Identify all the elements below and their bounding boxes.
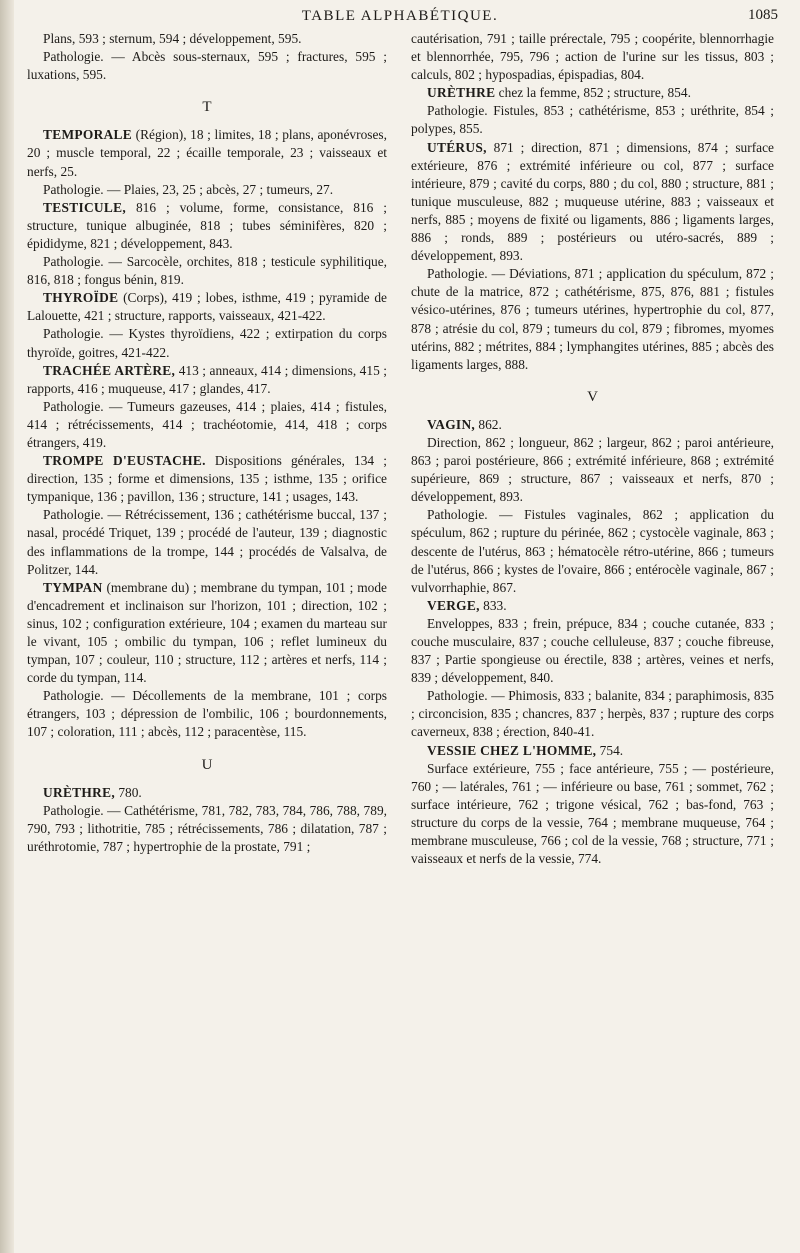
- index-subentry: Pathologie. Fistules, 853 ; cathétérisme, 853 ; uréthrite, 854 ; polypes, 855.: [411, 103, 774, 137]
- index-entry: [411, 742, 774, 760]
- entry-text: 780.: [114, 784, 142, 800]
- index-entry: [27, 784, 387, 802]
- entry-headword: TYMPAN: [43, 579, 103, 595]
- entry-headword: TROMPE D'EUSTACHE.: [43, 453, 206, 469]
- entry-headword: VERGE,: [427, 597, 480, 613]
- entry-headword: TRACHÉE ARTÈRE,: [43, 362, 176, 378]
- index-subentry: Pathologie. — Cathétérisme, 781, 782, 783, 784, 786, 788, 789, 790, 793 ; lithotritie, 785 ; rétrécissements, 786 ; dilatation, 787 ; uréthrotomie, 787 ; hypertrophie de la prostate, 791 ;: [27, 802, 387, 854]
- index-subentry: Enveloppes, 833 ; frein, prépuce, 834 ; couche cutanée, 833 ; couche musculaire, 837 ; couche celluleuse, 837 ; couche fibreuse, 837 ; Partie spongieuse ou érectile, 838 ; artères, veines et nerfs, 839 ; développement, 840.: [411, 615, 774, 686]
- entry-text: 816 ; volume, forme, consistance, 816 ; structure, tunique albuginée, 818 ; tubes séminifères, 820 ; épididyme, 821 ; développement, 843.: [27, 199, 387, 251]
- index-subentry: Pathologie. — Tumeurs gazeuses, 414 ; plaies, 414 ; fistules, 414 ; rétrécissements, 414 ; trachéotomie, 414, 418 ; corps étrangers, 419.: [27, 398, 387, 450]
- entry-text: 862.: [475, 416, 502, 432]
- page-binding-edge: [0, 0, 14, 1253]
- entry-headword: TESTICULE,: [43, 199, 127, 215]
- index-subentry: cautérisation, 791 ; taille prérectale, 795 ; coopérite, blennorrhagie et blennorrhée, 795, 796 ; action de l'urine sur les tissus, 803 ; calculs, 802 ; hypospadias, épispadias, 804.: [411, 31, 774, 83]
- entry-headword: VESSIE CHEZ L'HOMME,: [427, 742, 597, 758]
- entry-text: (Région), 18 ; limites, 18 ; plans, aponévroses, 20 ; muscle temporal, 22 ; écaille temporale, 23 ; vaisseaux et nerfs, 25.: [27, 127, 387, 179]
- entry-text: 754.: [596, 742, 624, 758]
- entry-headword: URÈTHRE,: [43, 784, 115, 800]
- index-entry: [411, 597, 774, 615]
- index-entry: [27, 289, 387, 325]
- index-column-left: [27, 30, 387, 856]
- index-subentry: Surface extérieure, 755 ; face antérieure, 755 ; — postérieure, 760 ; — latérales, 761 ; — inférieure ou base, 761 ; sommet, 762 ; surface intérieure, 762 ; trigone vésical, 762 ; bas-fond, 763 ; structure du corps de la vessie, 764 ; membrane muqueuse, 764 ; membrane musculeuse, 766 ; col de la vessie, 768 ; structure, 771 ; vaisseaux et nerfs de la vessie, 774.: [411, 760, 774, 867]
- index-subentry: Pathologie. — Fistules vaginales, 862 ; application du spéculum, 862 ; rupture du périnée, 862 ; cystocèle vaginale, 863 ; descente de l'utérus, 863 ; hématocèle rétro-utérine, 866 ; tumeurs de l'utérus, 866 ; kystes de l'ovaire, 866 ; entérocèle vaginale, 867 ; vulvorrhaphie, 867.: [411, 507, 774, 595]
- entry-headword: VAGIN,: [427, 416, 476, 432]
- entry-headword: TEMPORALE: [43, 127, 133, 143]
- index-subentry: Direction, 862 ; longueur, 862 ; largeur, 862 ; paroi antérieure, 863 ; paroi postérieure, 866 ; extrémité inférieure, 868 ; extrémité supérieure, 869 ; structure, 867 ; vaisseaux et nerfs, 870 ; développement, 893.: [411, 434, 774, 505]
- index-entry: [27, 126, 387, 180]
- entry-text: (Corps), 419 ; lobes, isthme, 419 ; pyramide de Lalouette, 421 ; structure, rapports, vaisseaux, 421-422.: [27, 290, 387, 324]
- index-column-right: [411, 30, 774, 868]
- index-subentry: Pathologie. — Déviations, 871 ; application du spéculum, 872 ; chute de la matrice, 872 ; cathétérisme, 875, 876, 881 ; fistules vésico-utérines, 876 ; tumeurs utérines, hypertrophie du col, 877, 878 ; atrésie du col, 879 ; tumeurs du col, 879 ; fibromes, myomes utérins, 882 ; métrites, 884 ; lymphangites utérines, 885 ; abcès des ligaments larges, 888.: [411, 266, 774, 372]
- index-entry: [411, 416, 774, 434]
- entry-text: 833.: [479, 597, 507, 613]
- index-subentry: Pathologie. — Sarcocèle, orchites, 818 ; testicule syphilitique, 816, 818 ; fongus bénin, 819.: [27, 254, 387, 288]
- entry-headword: UTÉRUS,: [427, 139, 487, 155]
- entry-text: 413 ; anneaux, 414 ; dimensions, 415 ; rapports, 416 ; muqueuse, 417 ; glandes, 417.: [27, 362, 388, 396]
- index-entry: [27, 362, 387, 398]
- index-entry: [27, 579, 387, 688]
- page-number: 1085: [748, 7, 778, 23]
- entry-headword: URÈTHRE: [427, 85, 496, 101]
- running-header: [0, 6, 800, 28]
- section-letter: U: [201, 756, 213, 773]
- entry-text: chez la femme, 852 ; structure, 854.: [495, 85, 691, 101]
- index-subentry: Plans, 593 ; sternum, 594 ; développement, 595.: [43, 31, 302, 46]
- index-subentry: Pathologie. — Phimosis, 833 ; balanite, 834 ; paraphimosis, 835 ; circoncision, 835 ; chancres, 837 ; herpès, 837 ; rupture des corps caverneux, 838 ; érection, 840-41.: [411, 688, 774, 740]
- index-entry: [411, 139, 774, 266]
- index-subentry: Pathologie. — Plaies, 23, 25 ; abcès, 27 ; tumeurs, 27.: [43, 181, 334, 197]
- section-letter: V: [587, 388, 598, 405]
- entry-headword: THYROÏDE: [43, 290, 119, 306]
- section-letter: T: [202, 99, 212, 116]
- index-subentry: Pathologie. — Kystes thyroïdiens, 422 ; extirpation du corps thyroïde, goitres, 421-422.: [27, 326, 387, 360]
- index-subentry: Pathologie. — Rétrécissement, 136 ; cathétérisme buccal, 137 ; nasal, procédé Triquet, 139 ; procédé de l'auteur, 139 ; diagnostic des inflammations de la trompe, 144 ; procédés de Valsalva, de Politzer, 144.: [27, 507, 387, 577]
- index-subentry: Pathologie. — Décollements de la membrane, 101 ; corps étrangers, 103 ; dépression de l'ombilic, 106 ; bourdonnements, 107 ; coloration, 111 ; abcès, 112 ; paracentèse, 115.: [27, 688, 387, 740]
- index-entry: [411, 84, 774, 102]
- entry-text: Dispositions générales, 134 ; direction, 135 ; forme et dimensions, 135 ; isthme, 135 ; orifice tympanique, 136 ; pavillon, 136 ; structure, 141 ; usages, 143.: [27, 453, 387, 505]
- running-title: TABLE ALPHABÉTIQUE.: [301, 8, 499, 24]
- entry-text: (membrane du) ; membrane du tympan, 101 ; mode d'encadrement et inclinaison sur l'horizon, 101 ; direction, 102 ; sinus, 102 ; configuration extérieure, 104 ; examen du marteau sur le vivant, 105 ; ombilic du tympan, 106 ; reflet lumineux du tympan, 107 ; couleur, 110 ; structure, 112 ; artères et nerfs, 114 ; corde du tympan, 114.: [27, 579, 387, 686]
- index-entry: [27, 452, 387, 506]
- index-subentry: Pathologie. — Abcès sous-sternaux, 595 ; fractures, 595 ; luxations, 595.: [27, 49, 387, 83]
- entry-text: 871 ; direction, 871 ; dimensions, 874 ; surface extérieure, 876 ; extrémité inférieure ou col, 877 ; surface intérieure, 879 ; cavité du corps, 880 ; du col, 880 ; structure, 881 ; tunique musculeuse, 882 ; muqueuse utérine, 883 ; vaisseaux et nerfs, 885 ; moyens de fixité ou ligaments, 886 ; ligaments larges, 886 ; ronds, 889 ; postérieurs ou utéro-sacrés, 889 ; développement, 893.: [411, 139, 774, 264]
- index-entry: [27, 199, 387, 253]
